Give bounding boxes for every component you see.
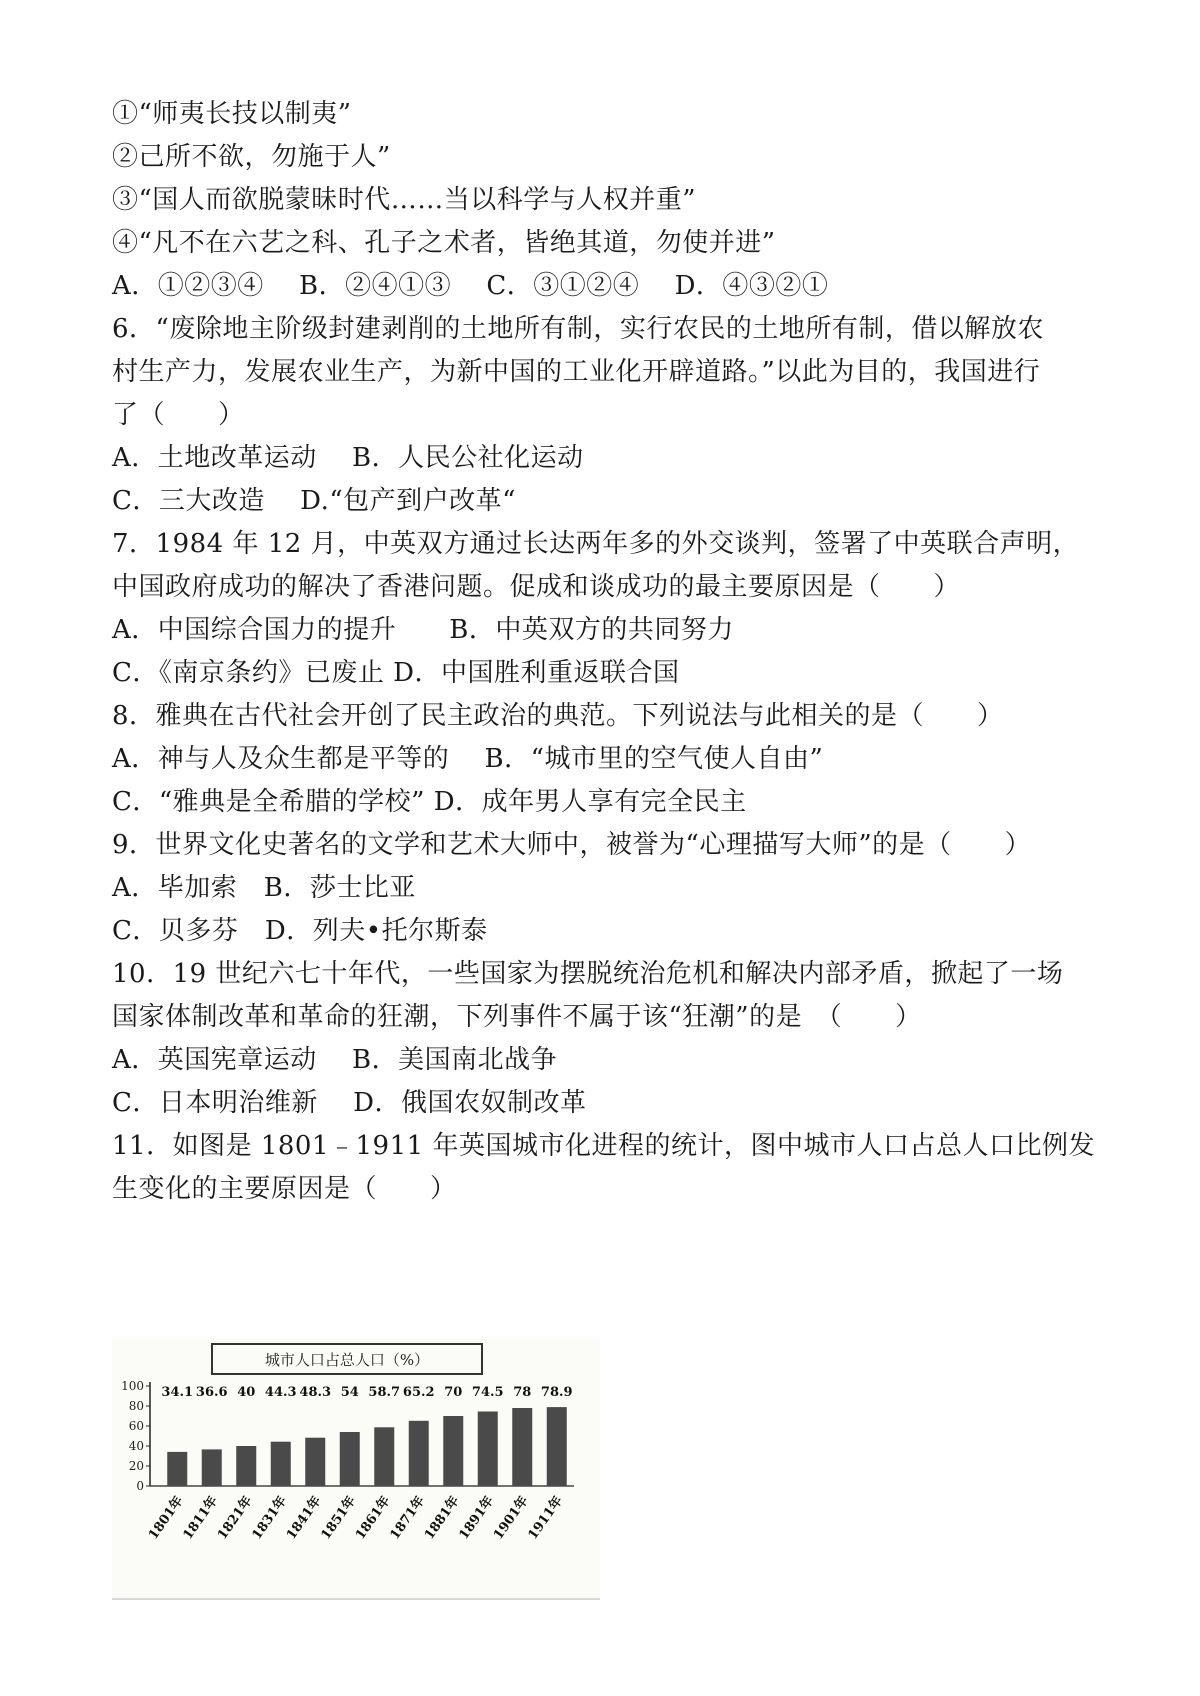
category-label: 1871年 [387, 1493, 429, 1543]
bar [409, 1421, 429, 1486]
bar-value-label: 44.3 [264, 1385, 297, 1400]
q10-options-ab: A．英国宪章运动 B．美国南北战争 [112, 1045, 558, 1075]
category-label: 1901年 [491, 1493, 532, 1543]
bar-value-label: 78.9 [540, 1385, 573, 1400]
y-tick-label: 0 [136, 1479, 144, 1493]
quote-2: ②己所不欲，勿施于人” [112, 142, 391, 172]
category-label: 1911年 [525, 1493, 567, 1543]
bar-value-label: 54 [340, 1385, 359, 1400]
q10-stem-line-1: 10．19 世纪六七十年代，一些国家为摆脱统治危机和解决内部矛盾，掀起了一场 [112, 959, 1064, 989]
bar [512, 1408, 532, 1486]
quote-4: ④“凡不在六艺之科、孔子之术者，皆绝其道，勿使并进” [112, 228, 776, 258]
bar-value-label: 48.3 [299, 1385, 332, 1400]
q8-stem: 8．雅典在古代社会开创了民主政治的典范。下列说法与此相关的是（ ） [112, 701, 1004, 731]
y-tick-label: 80 [128, 1399, 144, 1413]
bar-value-label: 36.6 [195, 1385, 228, 1400]
category-label: 1891年 [456, 1493, 498, 1543]
bar-value-label: 65.2 [402, 1385, 435, 1400]
bar [547, 1407, 567, 1486]
q6-stem-line-1: 6．“废除地主阶级封建剥削的土地所有制，实行农民的土地所有制，借以解放农 [112, 314, 1044, 344]
q7-stem-line-2: 中国政府成功的解决了香港问题。促成和谈成功的最主要原因是（ ） [112, 572, 961, 602]
bar [443, 1416, 463, 1486]
bar [374, 1427, 394, 1486]
bar [236, 1446, 256, 1486]
quote-1: ①“师夷长技以制夷” [112, 99, 352, 129]
q10-stem-line-2: 国家体制改革和革命的狂潮，下列事件不属于该“狂潮”的是 （ ） [112, 1002, 922, 1032]
q7-stem-line-1: 7．1984 年 12 月，中英双方通过长达两年多的外交谈判，签署了中英联合声明， [112, 529, 1080, 559]
q5-options: A．①②③④ B．②④①③ C．③①②④ D．④③②① [112, 271, 829, 301]
bar-value-label: 78 [513, 1385, 532, 1400]
q8-options-cd: C．“雅典是全希腊的学校” D．成年男人享有完全民主 [112, 787, 747, 817]
q11-stem-line-2: 生变化的主要原因是（ ） [112, 1174, 457, 1204]
y-tick-label: 20 [128, 1459, 144, 1473]
q10-options-cd: C．日本明治维新 D．俄国农奴制改革 [112, 1088, 587, 1118]
quote-3: ③“国人而欲脱蒙昧时代……当以科学与人权并重” [112, 185, 697, 215]
category-label: 1841年 [284, 1493, 325, 1543]
category-label: 1861年 [353, 1493, 394, 1543]
category-label: 1801年 [146, 1493, 187, 1543]
q11-stem-line-1: 11．如图是 1801﹣1911 年英国城市化进程的统计，图中城市人口占总人口比例发 [112, 1131, 1095, 1161]
q9-options-cd: C．贝多芬 D．列夫•托尔斯泰 [112, 916, 488, 946]
bar [271, 1442, 291, 1486]
q6-stem-line-2: 村生产力，发展农业生产，为新中国的工业化开辟道路。”以此为目的，我国进行 [112, 357, 1041, 387]
bar [305, 1438, 325, 1486]
category-label: 1851年 [318, 1493, 360, 1543]
bar-value-label: 40 [237, 1385, 256, 1400]
category-label: 1811年 [180, 1493, 222, 1543]
bar-value-label: 58.7 [368, 1385, 401, 1400]
category-label: 1821年 [215, 1493, 256, 1543]
bar [340, 1432, 360, 1486]
y-tick-label: 40 [128, 1439, 144, 1453]
q6-stem-line-3: 了（ ） [112, 400, 245, 430]
bar-chart-svg [112, 1338, 600, 1598]
bar [167, 1452, 187, 1486]
q6-options-cd: C．三大改造 D.“包产到户改革“ [112, 486, 516, 516]
bar-value-label: 34.1 [161, 1385, 194, 1400]
bar-value-label: 70 [444, 1385, 463, 1400]
y-tick-label: 100 [121, 1379, 144, 1393]
q9-options-ab: A．毕加索 B．莎士比亚 [112, 873, 416, 903]
bar [478, 1412, 498, 1487]
bar-value-label: 74.5 [471, 1385, 504, 1400]
category-label: 1831年 [249, 1493, 291, 1543]
q9-stem: 9．世界文化史著名的文学和艺术大师中，被誉为“心理描写大师”的是（ ） [112, 830, 1032, 860]
chart-title: 城市人口占总人口（%） [264, 1351, 430, 1369]
y-tick-label: 60 [128, 1419, 144, 1433]
q7-options-cd: C．《南京条约》已废止 D．中国胜利重返联合国 [112, 658, 680, 688]
q8-options-ab: A．神与人及众生都是平等的 B．“城市里的空气使人自由” [112, 744, 824, 774]
bar [202, 1449, 222, 1486]
category-label: 1881年 [422, 1493, 463, 1543]
urbanization-chart [112, 1338, 600, 1600]
q6-options-ab: A．土地改革运动 B．人民公社化运动 [112, 443, 584, 473]
q7-options-ab: A．中国综合国力的提升 B．中英双方的共同努力 [112, 615, 734, 645]
